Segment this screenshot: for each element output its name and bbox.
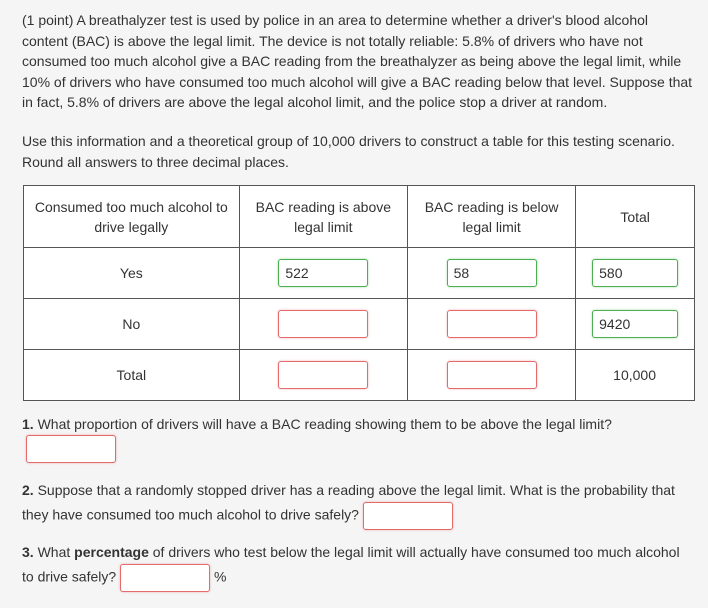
- yes-total-input[interactable]: 580: [592, 259, 678, 287]
- row-label: Yes: [24, 248, 240, 299]
- table-row-total: [24, 350, 695, 401]
- question-1-number: 1.: [22, 416, 34, 432]
- question-2-number: 2.: [22, 482, 34, 498]
- question-3-bold: percentage: [74, 544, 149, 560]
- problem-instructions: Use this information and a theoretical group of 10,000 drivers to construct a table for this testing scenario. Round all answers to three decimal places.: [22, 133, 675, 170]
- no-total-input[interactable]: 9420: [592, 310, 678, 338]
- question-1: [22, 412, 694, 436]
- no-above-input[interactable]: [278, 310, 368, 338]
- row-label: No: [24, 299, 240, 350]
- yes-above-input[interactable]: 522: [278, 259, 368, 287]
- grand-total-value: 10,000: [613, 367, 656, 383]
- row-label: Total: [24, 350, 240, 401]
- question-3-input[interactable]: [120, 564, 210, 592]
- contingency-table: [23, 185, 695, 401]
- header-above: BAC reading is above legal limit: [239, 186, 407, 248]
- question-2-text: Suppose that a randomly stopped driver has a reading above the legal limit. What is the probability that they have consumed too much alcohol to drive safely?: [22, 482, 675, 523]
- header-below: BAC reading is below legal limit: [407, 186, 575, 248]
- problem-intro: (1 point) A breathalyzer test is used by police in an area to determine whether a driver's blood alcohol content (BAC) is above the legal limit. The device is not totally reliable: 5.8% of drivers who have not consumed too much alcohol give a BAC reading from the breathalyzer as being above the legal limit, while 10% of drivers who have consumed too much alcohol will give a BAC reading below that level. Suppose that in fact, 5.8% of drivers are above the legal alcohol limit, and the police stop a driver at random.: [22, 12, 693, 110]
- question-3-number: 3.: [22, 544, 34, 560]
- question-3: [22, 540, 694, 592]
- header-consumed: Consumed too much alcohol to drive legally: [24, 186, 240, 248]
- question-2: [22, 478, 694, 530]
- total-below-input[interactable]: [447, 361, 537, 389]
- total-above-input[interactable]: [278, 361, 368, 389]
- table-row-yes: [24, 248, 695, 299]
- question-3-text-after: of drivers who test below the legal limit will actually have consumed too much alcohol to drive safely?: [22, 544, 680, 585]
- question-2-input[interactable]: [363, 502, 453, 530]
- question-1-text: What proportion of drivers will have a BAC reading showing them to be above the legal limit?: [37, 416, 612, 432]
- table-row-no: [24, 299, 695, 350]
- no-below-input[interactable]: [447, 310, 537, 338]
- question-1-input[interactable]: [26, 435, 116, 463]
- yes-below-input[interactable]: 58: [447, 259, 537, 287]
- header-total: Total: [576, 186, 695, 248]
- question-3-unit: %: [213, 568, 227, 585]
- question-3-text-before: What: [37, 544, 75, 560]
